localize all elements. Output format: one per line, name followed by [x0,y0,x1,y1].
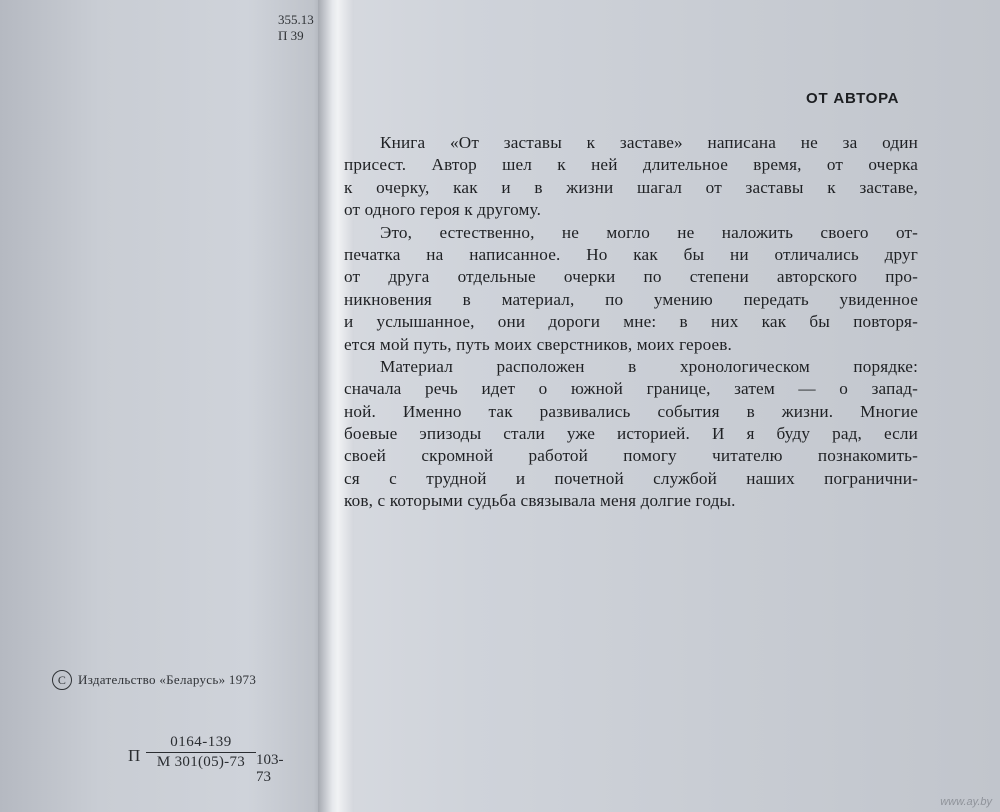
text-line: ется мой путь, путь моих сверстников, моих героев. [344,334,733,354]
site-watermark: www.ay.by [940,796,992,808]
bleed-through-mark [22,150,31,188]
text-line: ков, с которыми судьба связывала меня долгие годы. [344,491,736,511]
author-preface [344,132,918,513]
text-line: ся с трудной и почетной службой наших погранични- [344,468,918,488]
pubcode-letter: П [128,746,141,765]
pubcode-numerator: 0164-139 [146,734,256,753]
left-page [0,0,330,812]
text-line: к очерку, как и в жизни шагал от заставы к заставе, [344,177,918,197]
text-line: ной. Именно так развивались события в жизни. Многие [344,401,918,421]
copyright-text: Издательство «Беларусь» 1973 [78,672,257,687]
text-line: никновения в материал, по умению передать увиденное [344,289,918,309]
text-line: и услышанное, они дороги мне: в них как бы повторя- [344,312,918,332]
text-line: Это, естественно, не могло не наложить своего от- [380,222,918,242]
text-line: Материал расположен в хронологическом порядке: [380,356,918,376]
pubcode-fraction [146,734,256,771]
pubcode-denominator: М 301(05)-73 [156,754,246,770]
copyright-icon: C [52,670,72,690]
text-line: от одного героя к другому. [344,200,542,220]
author-mark: П 39 [278,28,304,43]
paragraph-3 [344,356,918,513]
copyright-line [52,670,256,690]
text-line: печатка на написанное. Но как бы ни отличались друг [344,244,918,264]
text-line: присест. Автор шел к ней длительное время, от очерка [344,155,918,175]
text-line: боевые эпизоды стали уже историей. И я буду рад, если [344,424,918,444]
text-line: Книга «От заставы к заставе» написана не за один [380,133,918,152]
text-line: от друга отдельные очерки по степени авторского про- [344,267,918,287]
paragraph-1 [344,132,918,222]
text-line: своей скромной работой помогу читателю познакомить- [344,446,918,466]
pubcode-suffix: 103-73 [256,752,284,785]
text-line: сначала речь идет о южной границе, затем — о запад- [344,379,918,399]
classification-code: 355.13 [278,12,314,27]
library-classification [278,12,314,44]
section-heading: ОТ АВТОРА [806,90,900,107]
paragraph-2 [344,222,918,356]
